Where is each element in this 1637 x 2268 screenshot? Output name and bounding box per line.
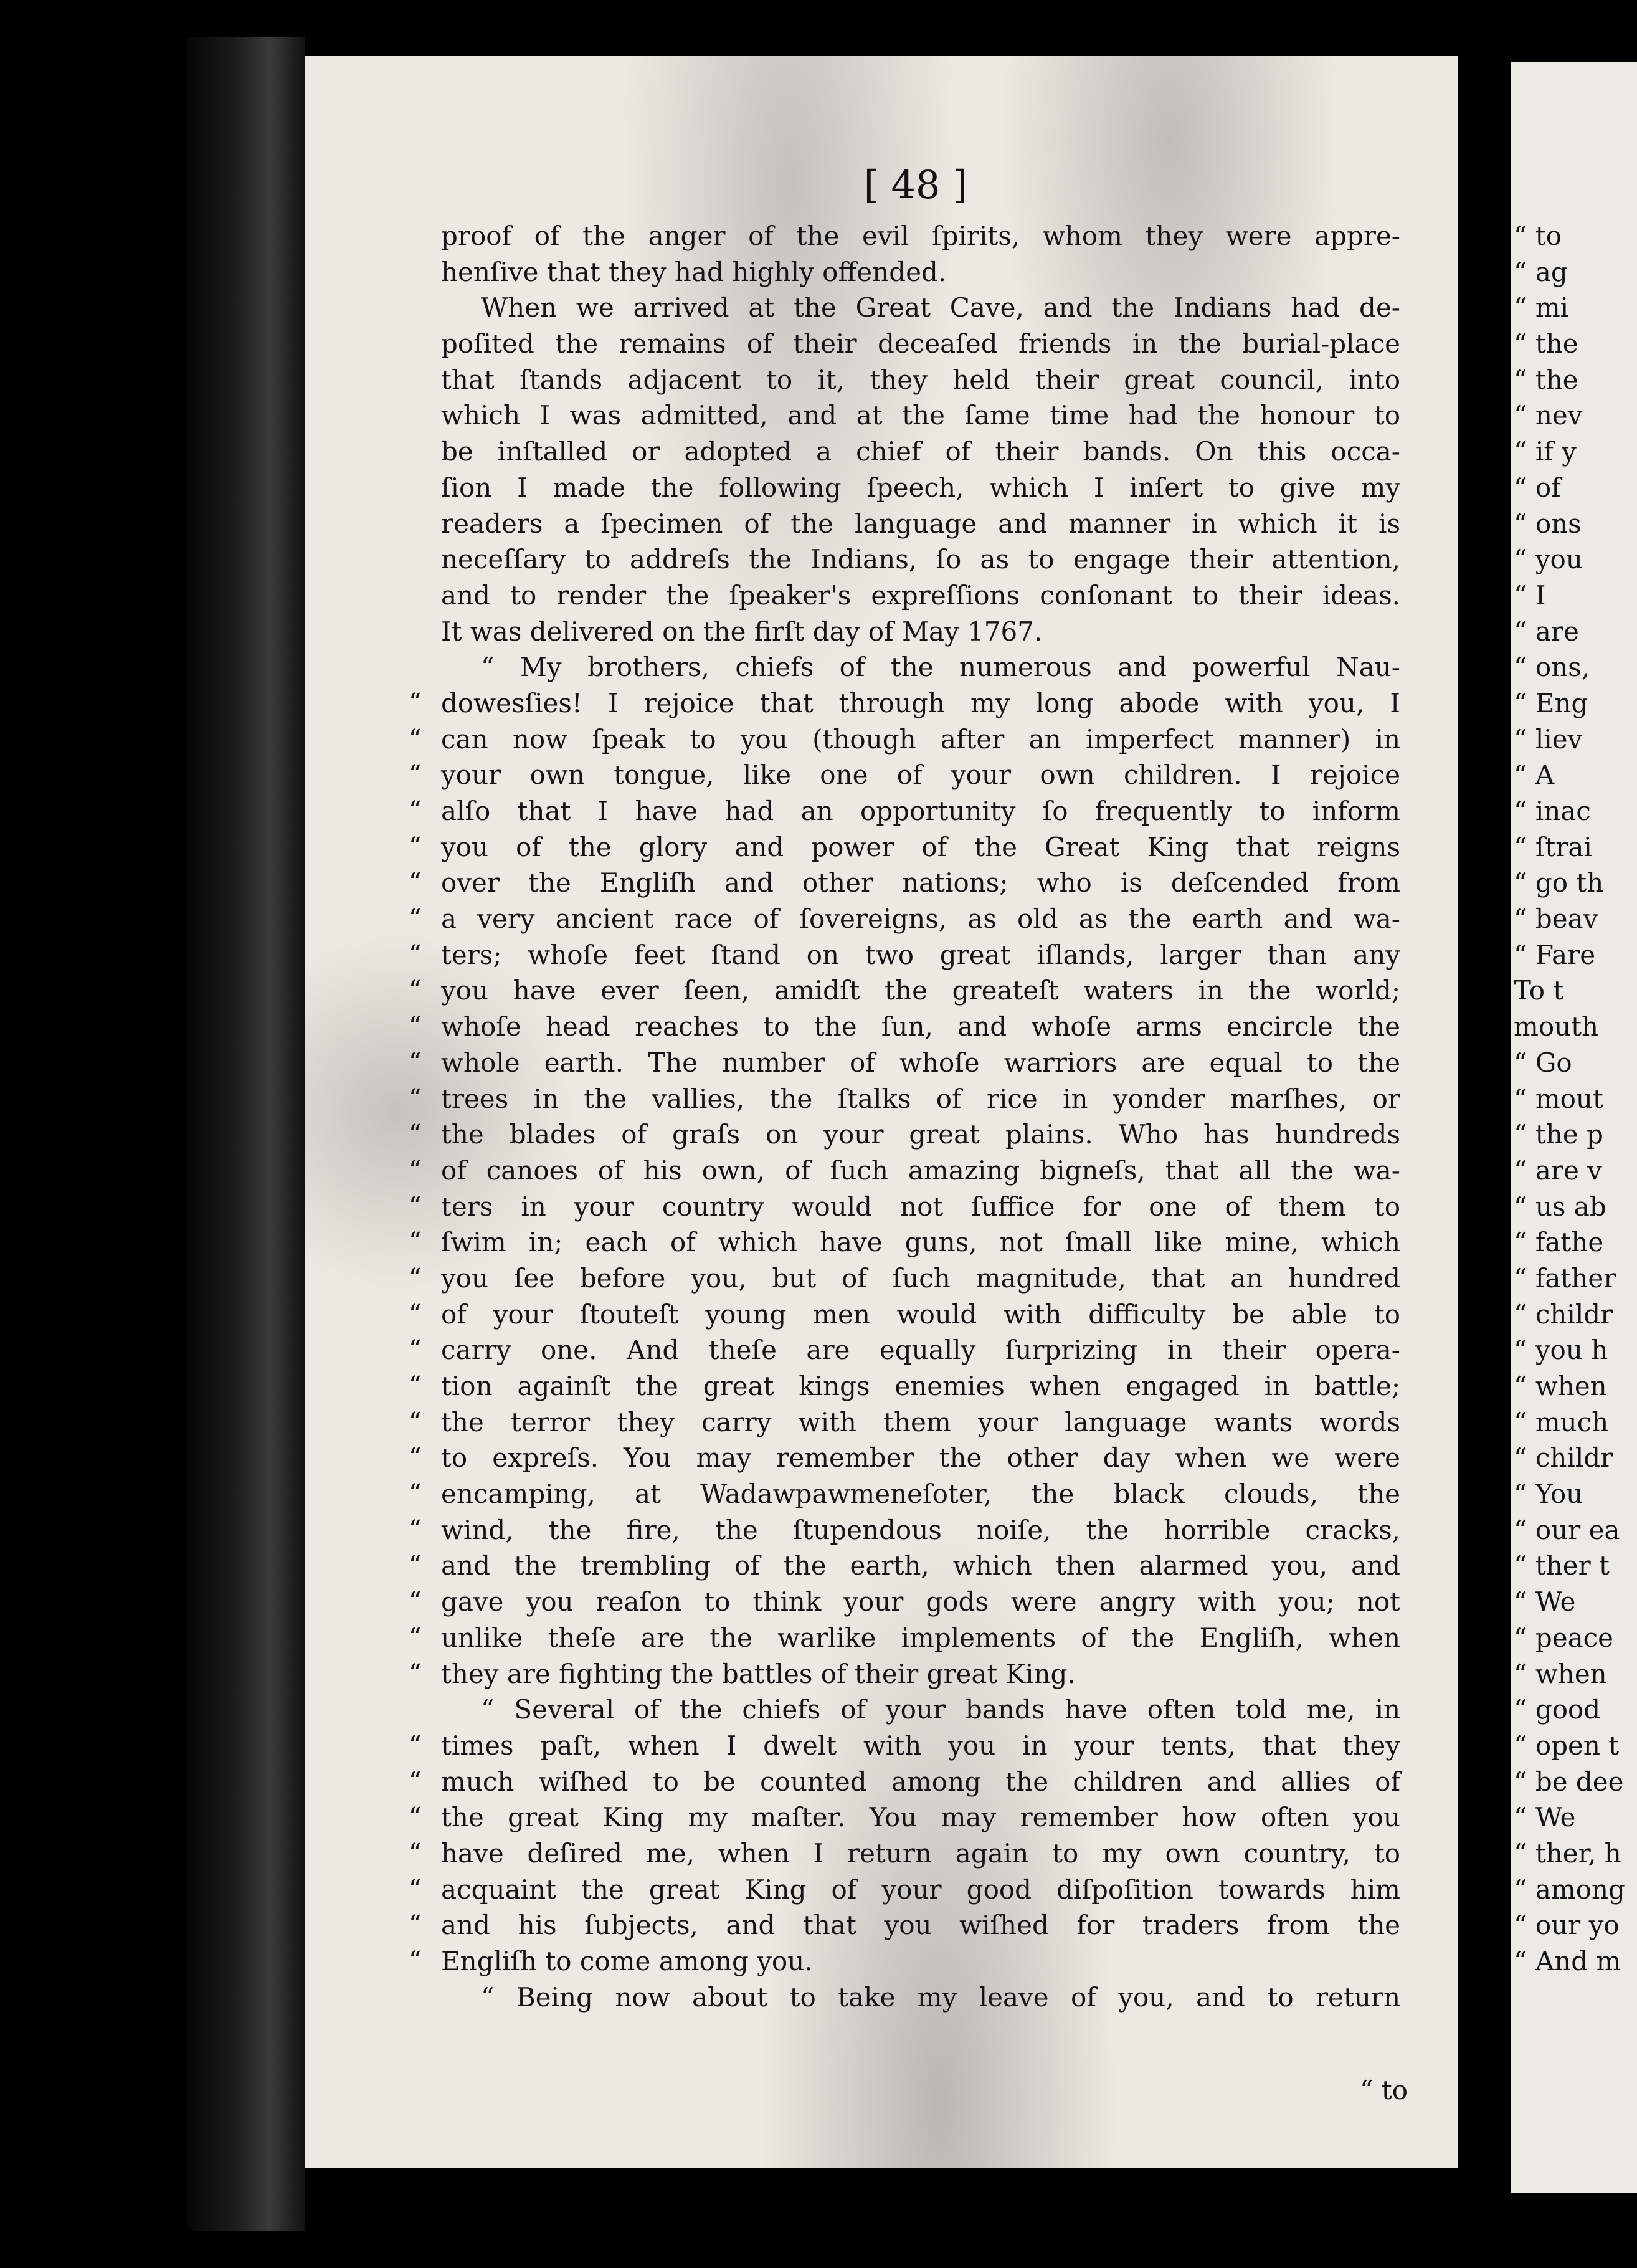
- line-text: you have ever ſeen, amidſt the greateſt waters in the world;: [441, 975, 1400, 1006]
- line-text: proof of the anger of the evil ſpirits, whom they were appre-: [441, 221, 1400, 251]
- text-line: [409, 1332, 1400, 1368]
- text-line: [409, 1656, 1400, 1692]
- text-line: [441, 614, 1400, 650]
- quote-mark: “: [409, 1622, 422, 1652]
- line-text: you ſee before you, but of ſuch magnitude, that an hundred: [441, 1262, 1400, 1294]
- facing-text-line: “ childr: [1514, 1442, 1613, 1474]
- text-line: [409, 1943, 1400, 1980]
- line-text: gave you reaſon to think your gods were angry with you; not: [441, 1586, 1400, 1618]
- text-line: [409, 1189, 1400, 1225]
- text-line: [409, 1764, 1400, 1800]
- quote-mark: “: [409, 868, 422, 897]
- quote-mark: “: [409, 1335, 422, 1365]
- line-text: times paſt, when I dwelt with you in your tents, that they: [441, 1730, 1400, 1761]
- text-line: [409, 1872, 1400, 1908]
- facing-text-line: “ mout: [1514, 1083, 1603, 1114]
- line-text: ters in your country would not ſuffice for one of them to: [441, 1191, 1400, 1222]
- text-line: [441, 470, 1400, 506]
- line-text: the blades of graſs on your great plains. Who has hundreds: [441, 1119, 1400, 1150]
- line-text: be inſtalled or adopted a chief of their bands. On this occa-: [441, 436, 1400, 467]
- line-text: have deſired me, when I return again to my own country, to: [441, 1837, 1400, 1869]
- text-line: [409, 1297, 1400, 1333]
- line-text: poſited the remains of their deceaſed friends in the burial-place: [441, 328, 1400, 360]
- facing-text-line: To t: [1514, 975, 1564, 1006]
- facing-text-line: “ us ab: [1514, 1191, 1606, 1222]
- text-line: [441, 254, 1400, 290]
- facing-text-line: “ A: [1514, 760, 1555, 791]
- text-line: [441, 362, 1400, 398]
- line-text: of canoes of his own, of ſuch amazing bigneſs, that all the wa-: [441, 1155, 1400, 1186]
- facing-text-line: “ among: [1514, 1874, 1625, 1905]
- quote-mark: “: [409, 1047, 422, 1077]
- quote-mark: “: [409, 1659, 422, 1688]
- text-line: [441, 398, 1400, 434]
- line-text: you of the glory and power of the Great King that reigns: [441, 831, 1400, 862]
- line-text: When we arrived at the Great Cave, and the Indians had de-: [481, 292, 1400, 323]
- facing-text-line: “ childr: [1514, 1298, 1613, 1330]
- text-line: [409, 1440, 1400, 1476]
- facing-text-line: “ ther t: [1514, 1550, 1610, 1581]
- text-line: [409, 1548, 1400, 1584]
- quote-mark: “: [409, 1012, 422, 1041]
- text-line: [441, 1980, 1400, 2016]
- quote-mark: “: [409, 1120, 422, 1149]
- quote-mark: “: [409, 832, 422, 861]
- text-line: [441, 326, 1400, 362]
- text-line: [409, 1512, 1400, 1548]
- facing-text-line: “ fathe: [1514, 1227, 1604, 1258]
- facing-text-line: “ liev: [1514, 723, 1583, 755]
- line-text: “ Several of the chiefs of your bands have often told me, in: [481, 1694, 1400, 1725]
- line-text: the terror they carry with them your language wants words: [441, 1406, 1400, 1437]
- quote-mark: “: [409, 688, 422, 717]
- line-text: that ſtands adjacent to it, they held their great council, into: [441, 364, 1400, 395]
- facing-text-line: “ ag: [1514, 256, 1568, 287]
- facing-text-line: “ You: [1514, 1479, 1583, 1510]
- facing-text-line: “ are: [1514, 616, 1579, 647]
- line-text: your own tongue, like one of your own children. I rejoice: [441, 760, 1400, 791]
- line-text: carry one. And theſe are equally ſurprizing in their opera-: [441, 1335, 1400, 1366]
- quote-mark: “: [409, 1191, 422, 1221]
- quote-mark: “: [409, 1155, 422, 1184]
- line-text: trees in the vallies, the ſtalks of rice in yonder marſhes, or: [441, 1083, 1400, 1114]
- catchword: “ to: [1360, 2075, 1408, 2105]
- text-line: [441, 578, 1400, 614]
- text-line: [409, 1153, 1400, 1189]
- facing-text-line: “ our ea: [1514, 1514, 1620, 1545]
- line-text: to expreſs. You may remember the other day when we were: [441, 1442, 1400, 1474]
- quote-mark: “: [409, 760, 422, 789]
- line-text: can now ſpeak to you (though after an imperfect manner) in: [441, 723, 1400, 755]
- text-line: [409, 1836, 1400, 1872]
- facing-text-line: “ go th: [1514, 867, 1604, 898]
- line-text: the great King my maſter. You may remember how often you: [441, 1802, 1400, 1833]
- facing-page-text: [1514, 218, 1637, 1980]
- text-line: [441, 649, 1400, 685]
- text-line: [409, 793, 1400, 829]
- facing-text-line: “ nev: [1514, 400, 1583, 431]
- facing-text-line: “ We: [1514, 1586, 1576, 1618]
- quote-mark: “: [409, 1910, 422, 1940]
- facing-text-line: “ you h: [1514, 1335, 1608, 1366]
- facing-text-line: “ father: [1514, 1262, 1616, 1294]
- line-text: ſion I made the following ſpeech, which I inſert to give my: [441, 472, 1400, 503]
- line-text: Engliſh to come among you.: [441, 1946, 813, 1976]
- quote-mark: “: [409, 1263, 422, 1292]
- text-line: [409, 1117, 1400, 1153]
- facing-text-line: “ beav: [1514, 903, 1598, 935]
- text-line: [409, 1404, 1400, 1441]
- line-text: which I was admitted, and at the ſame time had the honour to: [441, 400, 1400, 431]
- facing-text-line: “ peace: [1514, 1622, 1613, 1653]
- facing-text-line: “ mi: [1514, 292, 1569, 323]
- text-line: [441, 506, 1400, 542]
- line-text: and his ſubjects, and that you wiſhed for traders from the: [441, 1910, 1400, 1941]
- line-text: ſwim in; each of which have guns, not ſmall like mine, which: [441, 1227, 1400, 1258]
- facing-text-line: “ of: [1514, 472, 1561, 503]
- text-line: [409, 829, 1400, 865]
- text-line: [409, 1584, 1400, 1620]
- facing-text-line: “ ther, h: [1514, 1837, 1621, 1869]
- line-text: It was delivered on the firſt day of May 1767.: [441, 616, 1043, 647]
- line-text: of your ſtouteſt young men would with difficulty be able to: [441, 1298, 1400, 1330]
- line-text: they are fighting the battles of their great King.: [441, 1658, 1076, 1689]
- line-text: acquaint the great King of your good diſpoſition towards him: [441, 1874, 1400, 1905]
- quote-mark: “: [409, 1299, 422, 1328]
- facing-text-line: “ We: [1514, 1802, 1576, 1833]
- line-text: unlike theſe are the warlike implements of the Engliſh, when: [441, 1622, 1400, 1653]
- text-line: [409, 685, 1400, 722]
- facing-text-line: “ the p: [1514, 1119, 1603, 1150]
- facing-text-line: “ good: [1514, 1694, 1601, 1725]
- quote-mark: “: [409, 976, 422, 1005]
- facing-text-line: “ if y: [1514, 436, 1577, 467]
- facing-text-line: “ ſtrai: [1514, 831, 1592, 862]
- text-line: [409, 757, 1400, 793]
- text-line: [441, 290, 1400, 326]
- facing-text-line: “ Eng: [1514, 687, 1588, 718]
- line-text: neceſſary to addreſs the Indians, ſo as to engage their attention,: [441, 544, 1400, 575]
- text-line: [441, 541, 1400, 578]
- text-line: [441, 434, 1400, 470]
- facing-text-line: “ be dee: [1514, 1766, 1624, 1797]
- text-line: [409, 1799, 1400, 1836]
- quote-mark: “: [409, 1084, 422, 1113]
- line-text: dowesſies! I rejoice that through my long abode with you, I: [441, 687, 1400, 718]
- quote-mark: “: [409, 1407, 422, 1436]
- facing-text-line: “ I: [1514, 579, 1546, 611]
- text-line: [409, 722, 1400, 758]
- line-text: much wiſhed to be counted among the children and allies of: [441, 1766, 1400, 1797]
- facing-text-line: “ are v: [1514, 1155, 1602, 1186]
- quote-mark: “: [409, 1551, 422, 1580]
- line-text: a very ancient race of ſovereigns, as old as the earth and wa-: [441, 903, 1400, 935]
- text-line: [441, 1692, 1400, 1728]
- text-line: [409, 1368, 1400, 1404]
- text-line: [409, 1620, 1400, 1656]
- facing-text-line: “ open t: [1514, 1730, 1620, 1761]
- quote-mark: “: [409, 940, 422, 969]
- line-text: readers a ſpecimen of the language and manner in which it is: [441, 508, 1400, 539]
- text-line: [409, 1728, 1400, 1764]
- facing-text-line: “ when: [1514, 1658, 1607, 1689]
- line-text: whoſe head reaches to the ſun, and whoſe arms encircle the: [441, 1011, 1400, 1042]
- text-line: [409, 1009, 1400, 1045]
- text-line: [409, 973, 1400, 1009]
- facing-text-line: “ inac: [1514, 796, 1591, 826]
- text-line: [409, 1260, 1400, 1297]
- line-text: tion againſt the great kings enemies when engaged in battle;: [441, 1371, 1400, 1401]
- text-line: [409, 1476, 1400, 1512]
- line-text: wind, the fire, the ſtupendous noiſe, the horrible cracks,: [441, 1514, 1400, 1545]
- text-line: [409, 1907, 1400, 1943]
- facing-text-line: “ the: [1514, 364, 1578, 395]
- facing-text-line: “ to: [1514, 221, 1562, 251]
- quote-mark: “: [409, 1730, 422, 1760]
- text-line: [409, 901, 1400, 937]
- quote-mark: “: [409, 796, 422, 825]
- line-text: henſive that they had highly offended.: [441, 256, 947, 287]
- quote-mark: “: [409, 1227, 422, 1257]
- facing-text-line: “ ons,: [1514, 652, 1590, 683]
- line-text: ters; whoſe feet ſtand on two great iſlands, larger than any: [441, 939, 1400, 970]
- quote-mark: “: [409, 724, 422, 753]
- facing-text-line: “ our yo: [1514, 1910, 1620, 1941]
- book-spine: [187, 37, 305, 2231]
- facing-text-line: “ much: [1514, 1406, 1609, 1437]
- line-text: “ My brothers, chiefs of the numerous and powerful Nau-: [481, 652, 1400, 683]
- quote-mark: “: [409, 904, 422, 933]
- quote-mark: “: [409, 1443, 422, 1472]
- facing-text-line: “ Go: [1514, 1047, 1572, 1078]
- text-line: [409, 1224, 1400, 1260]
- text-line: [409, 1045, 1400, 1081]
- facing-text-line: mouth: [1514, 1011, 1599, 1042]
- quote-mark: “: [409, 1803, 422, 1832]
- page-gutter: [1458, 37, 1511, 2231]
- line-text: alſo that I have had an opportunity ſo frequently to inform: [441, 796, 1400, 826]
- page-number: [ 48 ]: [863, 162, 968, 207]
- text-line: [409, 937, 1400, 973]
- facing-text-line: “ And m: [1514, 1946, 1621, 1976]
- facing-text-line: “ ons: [1514, 508, 1582, 539]
- quote-mark: “: [409, 1766, 422, 1796]
- facing-text-line: “ you: [1514, 544, 1583, 575]
- quote-mark: “: [409, 1587, 422, 1616]
- quote-mark: “: [409, 1946, 422, 1975]
- quote-mark: “: [409, 1874, 422, 1904]
- text-line: [441, 218, 1400, 254]
- quote-mark: “: [409, 1479, 422, 1508]
- line-text: “ Being now about to take my leave of you, and to return: [481, 1981, 1400, 2013]
- line-text: and to render the ſpeaker's expreſſions conſonant to their ideas.: [441, 579, 1400, 611]
- facing-text-line: “ when: [1514, 1371, 1607, 1401]
- quote-mark: “: [409, 1838, 422, 1867]
- line-text: whole earth. The number of whoſe warriors are equal to the: [441, 1047, 1400, 1078]
- page-text: [409, 218, 1400, 2062]
- quote-mark: “: [409, 1515, 422, 1544]
- facing-text-line: “ Fare: [1514, 939, 1596, 970]
- line-text: and the trembling of the earth, which then alarmed you, and: [441, 1550, 1400, 1581]
- quote-mark: “: [409, 1371, 422, 1400]
- text-line: [409, 865, 1400, 901]
- line-text: encamping, at Wadawpawmeneſoter, the black clouds, the: [441, 1479, 1400, 1510]
- line-text: over the Engliſh and other nations; who is deſcended from: [441, 867, 1400, 898]
- text-line: [409, 1081, 1400, 1117]
- facing-text-line: “ the: [1514, 328, 1578, 360]
